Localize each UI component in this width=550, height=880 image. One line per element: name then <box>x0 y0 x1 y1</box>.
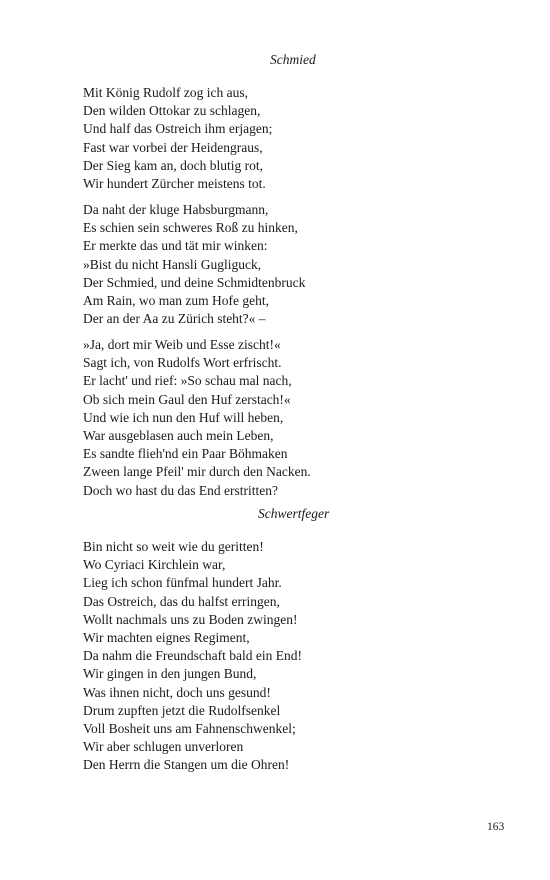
verse-line: Und half das Ostreich ihm erjagen; <box>83 121 273 137</box>
verse-line: Es schien sein schweres Roß zu hinken, <box>83 220 298 236</box>
verse-line: Wir aber schlugen unverloren <box>83 739 244 755</box>
verse-line: Was ihnen nicht, doch uns gesund! <box>83 684 271 700</box>
verse-line: Drum zupften jetzt die Rudolfsenkel <box>83 702 281 718</box>
verse-line: Das Ostreich, das du halfst erringen, <box>83 593 280 609</box>
stanza <box>83 201 305 328</box>
verse-line: Sagt ich, von Rudolfs Wort erfrischt. <box>83 355 282 371</box>
verse-line: Zween lange Pfeil' mir durch den Nacken. <box>83 464 311 480</box>
verse-line: Den Herrn die Stangen um die Ohren! <box>83 757 290 773</box>
verse-line: »Bist du nicht Hansli Gugliguck, <box>83 256 262 272</box>
stanza <box>83 84 272 193</box>
verse-line: Wir machten eignes Regiment, <box>83 629 250 645</box>
stanza <box>83 538 302 774</box>
verse-line: Da naht der kluge Habsburgmann, <box>83 202 269 217</box>
verse-line: »Ja, dort mir Weib und Esse zischt!« <box>83 337 281 352</box>
verse-line: Der Sieg kam an, doch blutig rot, <box>83 157 263 173</box>
section-heading-schmied: Schmied <box>270 52 316 67</box>
verse-line: Voll Bosheit uns am Fahnenschwenkel; <box>83 720 296 736</box>
verse-line: Er merkte das und tät mir winken: <box>83 238 268 254</box>
verse-line: Wir gingen in den jungen Bund, <box>83 666 257 682</box>
verse-line: Doch wo hast du das End erstritten? <box>83 482 278 498</box>
verse-line: Mit König Rudolf zog ich aus, <box>83 85 248 100</box>
verse-line: Lieg ich schon fünfmal hundert Jahr. <box>83 575 282 591</box>
verse-line: Der an der Aa zu Zürich steht?« – <box>83 311 266 327</box>
verse-line: Der Schmied, und deine Schmidtenbruck <box>83 274 306 290</box>
verse-line: Da nahm die Freundschaft bald ein End! <box>83 648 302 664</box>
verse-line: Am Rain, wo man zum Hofe geht, <box>83 292 269 308</box>
verse-line: Bin nicht so weit wie du geritten! <box>83 539 264 554</box>
verse-line: Ob sich mein Gaul den Huf zerstach!« <box>83 391 291 407</box>
verse-line: Den wilden Ottokar zu schlagen, <box>83 103 261 119</box>
verse-line: War ausgeblasen auch mein Leben, <box>83 427 274 443</box>
verse-line: Fast war vorbei der Heidengraus, <box>83 139 263 155</box>
stanza <box>83 336 311 500</box>
verse-line: Es sandte flieh'nd ein Paar Böhmaken <box>83 446 288 462</box>
verse-line: Wo Cyriaci Kirchlein war, <box>83 557 226 573</box>
verse-line: Wir hundert Zürcher meistens tot. <box>83 175 266 191</box>
section-heading-schwertfeger: Schwertfeger <box>258 506 330 521</box>
verse-line: Wollt nachmals uns zu Boden zwingen! <box>83 611 298 627</box>
verse-line: Er lacht' und rief: »So schau mal nach, <box>83 373 292 389</box>
verse-line: Und wie ich nun den Huf will heben, <box>83 409 284 425</box>
page-number: 163 <box>487 821 505 833</box>
